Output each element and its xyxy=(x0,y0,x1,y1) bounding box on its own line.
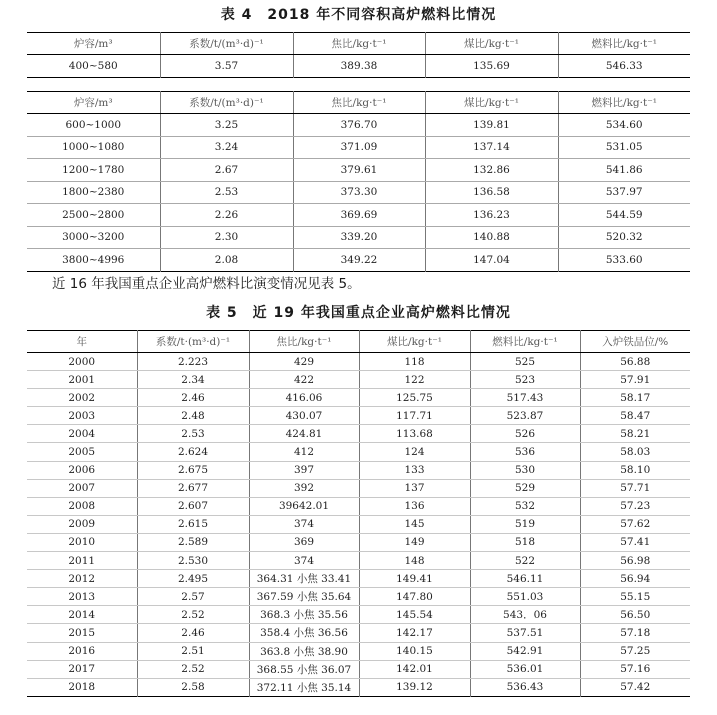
table-cell: 139.12 xyxy=(359,678,470,696)
table-cell: 2.46 xyxy=(137,624,249,642)
table-cell: 2.677 xyxy=(137,479,249,497)
table-cell: 55.15 xyxy=(580,588,690,606)
table-cell: 372.11 小焦 35.14 xyxy=(249,678,359,696)
table-cell: 2013 xyxy=(27,588,137,606)
table-cell: 57.42 xyxy=(620,681,651,694)
table-row xyxy=(27,55,690,78)
column-header: 燃料比/kg·t⁻¹ xyxy=(558,92,690,114)
table-cell: 39642.01 xyxy=(249,497,359,515)
body-paragraph: 近 16 年我国重点企业高炉燃料比演变情况见表 5。 xyxy=(52,276,361,292)
table-cell: 58.47 xyxy=(580,407,690,425)
table-cell: 57.62 xyxy=(580,515,690,533)
table-cell: 57.18 xyxy=(580,624,690,642)
table-cell: 2.495 xyxy=(137,570,249,588)
table-cell: 57.23 xyxy=(580,497,690,515)
table-cell: 2016 xyxy=(27,642,137,660)
table-cell: 58.03 xyxy=(580,443,690,461)
table4-bottom xyxy=(27,91,690,272)
table-cell: 57.25 xyxy=(580,642,690,660)
table-cell: 132.86 xyxy=(425,159,558,182)
table-row xyxy=(27,204,690,227)
table-row xyxy=(27,136,690,159)
column-header: 入炉铁品位/% xyxy=(580,331,690,353)
table-cell: 537.51 xyxy=(470,624,580,642)
table-cell: 1800~2380 xyxy=(27,181,160,204)
table-cell: 544.59 xyxy=(558,204,690,227)
table-row xyxy=(27,606,690,624)
table-cell: 531.05 xyxy=(558,136,690,159)
table-row xyxy=(27,624,690,642)
table-cell: 2.48 xyxy=(137,407,249,425)
table-cell: 147.04 xyxy=(425,249,558,272)
table-cell: 57.16 xyxy=(580,660,690,678)
table-cell: 536 xyxy=(470,443,580,461)
table-cell: 2.52 xyxy=(137,606,249,624)
table-cell: 525 xyxy=(470,353,580,371)
table-cell: 3800~4996 xyxy=(27,249,160,272)
table-cell: 2.615 xyxy=(137,515,249,533)
table-cell: 58.10 xyxy=(580,461,690,479)
table-cell: 2000 xyxy=(27,353,137,371)
table4-top xyxy=(27,32,690,78)
table-cell: 2.624 xyxy=(137,443,249,461)
column-header: 煤比/kg·t⁻¹ xyxy=(425,92,558,114)
table-cell: 368.3 小焦 35.56 xyxy=(249,606,359,624)
column-header: 年 xyxy=(27,331,137,353)
table-cell: 2.26 xyxy=(160,204,293,227)
table-cell: 358.4 小焦 36.56 xyxy=(249,624,359,642)
table-cell: 3.24 xyxy=(160,136,293,159)
table-cell: 2.46 xyxy=(137,389,249,407)
table-cell: 56.98 xyxy=(580,552,690,570)
table-cell: 2.08 xyxy=(160,249,293,272)
table-cell: 133 xyxy=(359,461,470,479)
table-cell: 2.53 xyxy=(137,425,249,443)
table-cell: 142.01 xyxy=(359,660,470,678)
table-row xyxy=(27,588,690,606)
table-row xyxy=(27,407,690,425)
table-row xyxy=(27,479,690,497)
table-cell: 113.68 xyxy=(359,425,470,443)
table-cell: 2002 xyxy=(27,389,137,407)
table-row xyxy=(27,114,690,137)
table-cell: 57.41 xyxy=(580,533,690,551)
table-cell: 526 xyxy=(470,425,580,443)
table-cell: 389.38 xyxy=(293,55,425,78)
column-header: 焦比/kg·t⁻¹ xyxy=(293,92,425,114)
table-row xyxy=(27,515,690,533)
table-cell: 2007 xyxy=(27,479,137,497)
table-cell: 2005 xyxy=(27,443,137,461)
column-header: 系数/t·(m³·d)⁻¹ xyxy=(137,331,249,353)
table-row xyxy=(27,678,690,696)
table-cell: 2006 xyxy=(27,461,137,479)
table-cell: 339.20 xyxy=(293,226,425,249)
table-cell: 2008 xyxy=(27,497,137,515)
table-cell: 118 xyxy=(359,353,470,371)
table-row xyxy=(27,371,690,389)
table-cell: 537.97 xyxy=(558,181,690,204)
table-cell: 364.31 小焦 33.41 xyxy=(249,570,359,588)
table-cell: 523 xyxy=(470,371,580,389)
table-cell: 2011 xyxy=(27,552,137,570)
table-cell: 2.34 xyxy=(137,371,249,389)
table-cell: 543．06 xyxy=(470,606,580,624)
table-cell: 517.43 xyxy=(470,389,580,407)
table-row xyxy=(27,249,690,272)
table-cell: 2.51 xyxy=(137,642,249,660)
table-cell: 56.94 xyxy=(580,570,690,588)
table-cell: 392 xyxy=(249,479,359,497)
table-row xyxy=(27,660,690,678)
table-cell: 145.54 xyxy=(359,606,470,624)
table-cell: 430.07 xyxy=(249,407,359,425)
table-row xyxy=(27,497,690,515)
table-cell: 379.61 xyxy=(293,159,425,182)
table-cell: 369.69 xyxy=(293,204,425,227)
table-row xyxy=(27,389,690,407)
table-cell: 412 xyxy=(249,443,359,461)
table-row xyxy=(27,226,690,249)
table-cell: 136.58 xyxy=(425,181,558,204)
table-cell: 122 xyxy=(359,371,470,389)
table-cell: 136 xyxy=(359,497,470,515)
table-cell: 519 xyxy=(470,515,580,533)
table4-header-row xyxy=(27,33,690,55)
table-cell: 2.67 xyxy=(160,159,293,182)
table-cell: 2001 xyxy=(27,371,137,389)
table-cell: 2.675 xyxy=(137,461,249,479)
column-header: 燃料比/kg·t⁻¹ xyxy=(558,33,690,55)
table-cell: 2.530 xyxy=(137,552,249,570)
table-cell: 530 xyxy=(470,461,580,479)
table-cell: 542.91 xyxy=(470,642,580,660)
table-cell: 135.69 xyxy=(425,55,558,78)
table-cell: 551.03 xyxy=(470,588,580,606)
table-cell: 371.09 xyxy=(293,136,425,159)
table-cell: 533.60 xyxy=(605,253,643,266)
table-cell: 140.88 xyxy=(425,226,558,249)
table-row xyxy=(27,353,690,371)
table-cell: 2.53 xyxy=(160,181,293,204)
column-header: 炉容/m³ xyxy=(27,33,160,55)
table-cell: 373.30 xyxy=(293,181,425,204)
column-header: 炉容/m³ xyxy=(27,92,160,114)
table-cell: 2.30 xyxy=(160,226,293,249)
table-row xyxy=(27,552,690,570)
table-cell: 536.43 xyxy=(470,678,580,696)
table-cell: 369 xyxy=(249,533,359,551)
table-cell: 546.33 xyxy=(605,59,643,72)
table-cell: 125.75 xyxy=(359,389,470,407)
table4-title: 表 4 2018 年不同容积高炉燃料比情况 xyxy=(220,7,497,23)
table-row xyxy=(27,443,690,461)
table-row xyxy=(27,461,690,479)
table-cell: 374 xyxy=(249,552,359,570)
table-cell: 529 xyxy=(470,479,580,497)
table-cell: 2500~2800 xyxy=(27,204,160,227)
table-cell: 142.17 xyxy=(359,624,470,642)
table-cell: 2012 xyxy=(27,570,137,588)
table-cell: 57.91 xyxy=(580,371,690,389)
table-cell: 3.57 xyxy=(160,55,293,78)
table-cell: 2015 xyxy=(27,624,137,642)
table-cell: 2.607 xyxy=(137,497,249,515)
table-cell: 2.58 xyxy=(137,678,249,696)
table-cell: 2.57 xyxy=(137,588,249,606)
table-row xyxy=(27,159,690,182)
table-cell: 541.86 xyxy=(558,159,690,182)
table-cell: 397 xyxy=(249,461,359,479)
table-cell: 2004 xyxy=(27,425,137,443)
table-cell: 536.01 xyxy=(470,660,580,678)
column-header: 燃料比/kg·t⁻¹ xyxy=(470,331,580,353)
table-cell: 136.23 xyxy=(425,204,558,227)
table-cell: 149 xyxy=(359,533,470,551)
table-cell: 3.25 xyxy=(160,114,293,137)
table-cell: 600~1000 xyxy=(27,114,160,137)
table-cell: 518 xyxy=(470,533,580,551)
table-cell: 376.70 xyxy=(293,114,425,137)
table-cell: 2.589 xyxy=(137,533,249,551)
column-header: 煤比/kg·t⁻¹ xyxy=(359,331,470,353)
table-row xyxy=(27,181,690,204)
table-cell: 2014 xyxy=(27,606,137,624)
table-cell: 522 xyxy=(470,552,580,570)
table-cell: 532 xyxy=(470,497,580,515)
table-row xyxy=(27,570,690,588)
table-cell: 520.32 xyxy=(558,226,690,249)
table-cell: 2.223 xyxy=(137,353,249,371)
table-row xyxy=(27,642,690,660)
table-cell: 429 xyxy=(249,353,359,371)
table-cell: 534.60 xyxy=(558,114,690,137)
table-cell: 374 xyxy=(249,515,359,533)
table-row xyxy=(27,425,690,443)
column-header: 系数/t/(m³·d)⁻¹ xyxy=(160,92,293,114)
table-cell: 363.8 小焦 38.90 xyxy=(249,642,359,660)
table-cell: 523.87 xyxy=(470,407,580,425)
table-cell: 368.55 小焦 36.07 xyxy=(249,660,359,678)
table-cell: 2003 xyxy=(27,407,137,425)
table-cell: 139.81 xyxy=(425,114,558,137)
table-cell: 1000~1080 xyxy=(27,136,160,159)
column-header: 焦比/kg·t⁻¹ xyxy=(249,331,359,353)
table-cell: 349.22 xyxy=(293,249,425,272)
table-cell: 58.21 xyxy=(580,425,690,443)
table-cell: 1200~1780 xyxy=(27,159,160,182)
table-cell: 149.41 xyxy=(359,570,470,588)
table5-header-row xyxy=(27,331,690,353)
table-cell: 137 xyxy=(359,479,470,497)
table5-title: 表 5 近 19 年我国重点企业高炉燃料比情况 xyxy=(206,305,511,321)
table4-header-row xyxy=(27,92,690,114)
table-cell: 424.81 xyxy=(249,425,359,443)
table-cell: 148 xyxy=(359,552,470,570)
table-row xyxy=(27,533,690,551)
table-cell: 422 xyxy=(249,371,359,389)
table-cell: 117.71 xyxy=(359,407,470,425)
table-cell: 400~580 xyxy=(27,55,160,78)
table-cell: 56.88 xyxy=(580,353,690,371)
column-header: 系数/t/(m³·d)⁻¹ xyxy=(160,33,293,55)
table-cell: 145 xyxy=(359,515,470,533)
table-cell: 140.15 xyxy=(359,642,470,660)
table-cell: 124 xyxy=(359,443,470,461)
table-cell: 57.71 xyxy=(580,479,690,497)
table-cell: 137.14 xyxy=(425,136,558,159)
table-cell: 2010 xyxy=(27,533,137,551)
column-header: 焦比/kg·t⁻¹ xyxy=(293,33,425,55)
table-cell: 3000~3200 xyxy=(27,226,160,249)
table-cell: 367.59 小焦 35.64 xyxy=(249,588,359,606)
table-cell: 56.50 xyxy=(580,606,690,624)
table-cell: 2018 xyxy=(27,678,137,696)
table-cell: 58.17 xyxy=(580,389,690,407)
table-cell: 2017 xyxy=(27,660,137,678)
table-cell: 546.11 xyxy=(470,570,580,588)
table5 xyxy=(27,330,690,697)
table-cell: 2.52 xyxy=(137,660,249,678)
table-cell: 416.06 xyxy=(249,389,359,407)
column-header: 煤比/kg·t⁻¹ xyxy=(425,33,558,55)
table-cell: 147.80 xyxy=(359,588,470,606)
table-cell: 2009 xyxy=(27,515,137,533)
